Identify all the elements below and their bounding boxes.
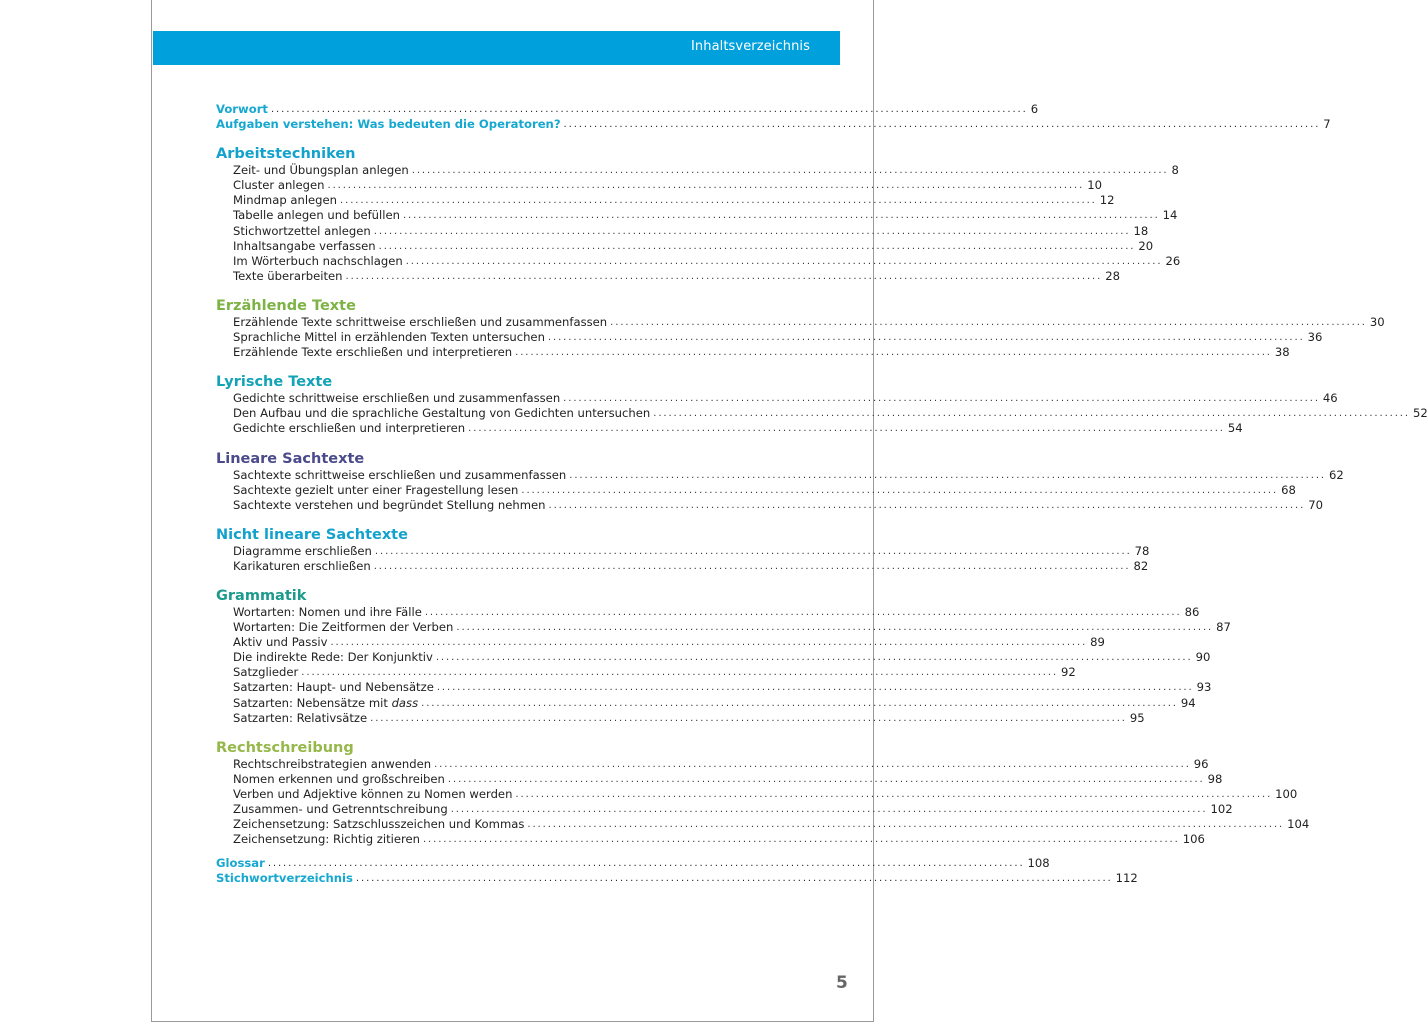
toc-entry[interactable] [216,786,1298,802]
toc-entry-page: 98 [1207,771,1223,786]
toc-entry-page: 94 [1180,695,1196,710]
toc-entry[interactable] [216,314,1385,330]
section-title: Nicht lineare Sachtexte [216,526,408,543]
toc-entry[interactable] [216,771,1223,787]
toc-entry-label: Inhaltsangabe verfassen [233,238,376,253]
toc-entry[interactable] [216,665,1076,680]
leader-dots: ..................................................................................................................................................... [378,240,1136,252]
spacer [216,847,810,856]
toc-entry-label: Nomen erkennen und großschreiben [233,771,445,786]
toc-entry[interactable] [216,635,1105,650]
toc-entry-page: 38 [1274,345,1290,360]
leader-dots: ..................................................................................................................................................... [405,255,1163,267]
toc-entry[interactable] [216,650,1211,665]
leader-dots: ..................................................................................................................................................... [515,347,1272,359]
leader-dots: ..................................................................................................................................................... [563,393,1320,405]
toc-entry[interactable] [216,832,1205,847]
leader-dots: ..................................................................................................................................................... [548,499,1306,511]
toc-entry-label: Zusammen- und Getrenntschreibung [233,802,448,816]
toc-entry-label: Verben und Adjektive können zu Nomen werden [233,786,513,801]
document-page [151,0,1428,1022]
toc-entry-page: 8 [1171,163,1179,178]
leader-dots: ..................................................................................................................................................... [374,545,1132,557]
table-of-contents [216,102,1428,886]
leader-dots: ..................................................................................................................................................... [527,819,1285,831]
toc-sections [216,145,1428,847]
toc-entry-page: 86 [1184,604,1200,619]
toc-entry-page: 90 [1195,650,1211,665]
toc-entry-label: Glossar [216,856,265,871]
toc-entry-page: 95 [1129,710,1145,725]
toc-entry-label: Satzarten: Haupt- und Nebensätze [233,680,434,695]
toc-entry-label: Cluster anlegen [233,178,325,193]
leader-dots: ..................................................................................................................................................... [434,758,1191,770]
toc-entry[interactable] [216,208,1178,223]
section-title: Grammatik [216,587,307,604]
toc-entry-glossar[interactable] [216,856,1050,871]
leader-dots: ..................................................................................................................................................... [345,270,1103,282]
toc-entry-label: Sachtexte gezielt unter einer Fragestellung lesen [233,482,519,497]
toc-entry-page: 89 [1090,635,1105,650]
toc-entry[interactable] [216,193,1115,208]
leader-dots: ..................................................................................................................................................... [340,195,1097,207]
toc-entry-vorwort[interactable] [216,102,1039,117]
leader-dots: ..................................................................................................................................................... [327,180,1085,192]
toc-entry[interactable] [216,406,1428,421]
page-number: 5 [836,973,848,993]
leader-dots: ..................................................................................................................................................... [270,104,1028,115]
leader-dots: ..................................................................................................................................................... [436,682,1194,694]
toc-entry-label: Mindmap anlegen [233,193,338,208]
toc-entry[interactable] [216,345,1290,360]
toc-entry[interactable] [216,253,1181,269]
toc-entry-page: 82 [1133,558,1149,573]
leader-dots: ..................................................................................................................................................... [653,408,1410,420]
toc-entry-label: Zeit- und Übungsplan anlegen [233,163,409,178]
section-title: Rechtschreibung [216,739,354,756]
toc-entry-page: 112 [1115,871,1138,886]
toc-entry-label: Diagramme erschließen [233,543,372,558]
toc-entry[interactable] [216,604,1200,620]
toc-entry-label: Texte überarbeiten [233,268,343,283]
toc-entry[interactable] [216,543,1150,559]
toc-entry[interactable] [216,756,1209,772]
toc-entry-label: Im Wörterbuch nachschlagen [233,253,403,268]
toc-entry-page: 14 [1162,208,1178,223]
leader-dots: ..................................................................................................................................................... [569,469,1326,481]
toc-entry[interactable] [216,695,1196,711]
toc-entry-page: 36 [1307,330,1323,345]
toc-entry[interactable] [216,421,1243,436]
toc-entry-page: 78 [1134,543,1150,558]
leader-dots: ..................................................................................................................................................... [373,225,1131,237]
toc-entry[interactable] [216,817,1310,832]
toc-entry[interactable] [216,330,1323,345]
toc-entry[interactable] [216,802,1233,817]
toc-entry-label: Zeichensetzung: Richtig zitieren [233,832,420,847]
toc-entry-label: Satzarten: Nebensätze mit dass [233,695,419,710]
toc-entry[interactable] [216,223,1149,239]
toc-entry-label: Erzählende Texte schrittweise erschließen und zusammenfassen [233,314,608,329]
toc-entry[interactable] [216,268,1120,284]
leader-dots: ..................................................................................................................................................... [424,606,1182,618]
toc-entry-stichwortverzeichnis[interactable] [216,871,1138,886]
leader-dots: ..................................................................................................................................................... [456,622,1214,634]
toc-entry-page: 100 [1275,786,1298,801]
leader-dots: ..................................................................................................................................................... [610,316,1367,328]
toc-entry-label: Die indirekte Rede: Der Konjunktiv [233,650,433,665]
toc-entry-page: 102 [1210,802,1233,816]
toc-entry-page: 28 [1105,268,1120,283]
toc-entry-page: 26 [1165,253,1181,268]
toc-entry-page: 87 [1216,620,1231,635]
toc-entry-page: 68 [1281,482,1296,497]
toc-entry[interactable] [216,467,1344,483]
leader-dots: ..................................................................................................................................................... [447,773,1205,785]
toc-entry-label: Satzarten: Relativsätze [233,710,368,725]
leader-dots: ..................................................................................................................................................... [468,423,1225,435]
toc-entry-label: Den Aufbau und die sprachliche Gestaltung von Gedichten untersuchen [233,406,651,421]
leader-dots: ..................................................................................................................................................... [435,652,1193,664]
section-title: Lyrische Texte [216,374,333,391]
leader-dots: ..................................................................................................................................................... [547,332,1305,344]
toc-entry-label: Rechtschreibstrategien anwenden [233,756,432,771]
toc-entry-page: 106 [1182,832,1205,847]
toc-entry-page: 96 [1193,756,1209,771]
leader-dots: ..................................................................................................................................................... [450,804,1208,815]
toc-entry[interactable] [216,391,1338,406]
toc-entry-label: Vorwort [216,102,268,116]
toc-entry-page: 70 [1308,497,1323,512]
leader-dots: ..................................................................................................................................................... [563,119,1321,131]
leader-dots: ..................................................................................................................................................... [521,484,1279,496]
toc-entry-label: Wortarten: Nomen und ihre Fälle [233,604,422,619]
header-bar [153,31,840,65]
section-title: Arbeitstechniken [216,146,356,163]
section-title: Erzählende Texte [216,297,356,314]
toc-entry-label: Sachtexte schrittweise erschließen und zusammenfassen [233,467,567,482]
toc-entry[interactable] [216,163,1179,178]
toc-entry-label: Sachtexte verstehen und begründet Stellung nehmen [233,497,546,512]
toc-entry-page: 20 [1138,238,1154,253]
leader-dots: ..................................................................................................................................................... [422,834,1180,846]
toc-entry-label: Stichwortverzeichnis [216,871,353,886]
toc-entry-page: 52 [1412,406,1428,421]
toc-entry-label: Zeichensetzung: Satzschlusszeichen und Kommas [233,817,525,832]
toc-entry-page: 46 [1322,391,1338,406]
toc-entry-page: 12 [1099,193,1115,208]
leader-dots: ..................................................................................................................................................... [330,637,1088,649]
leader-dots: ..................................................................................................................................................... [267,858,1025,870]
toc-entry-label: Wortarten: Die Zeitformen der Verben [233,620,454,635]
toc-entry[interactable] [216,620,1231,635]
toc-entry-label: Aktiv und Passiv [233,635,328,650]
leader-dots: ..................................................................................................................................................... [370,712,1127,724]
toc-entry-label: Gedichte erschließen und interpretieren [233,421,466,436]
toc-entry-label: Karikaturen erschließen [233,558,371,573]
toc-entry-label: Erzählende Texte erschließen und interpretieren [233,345,513,360]
toc-entry-label: Aufgaben verstehen: Was bedeuten die Operatoren? [216,117,561,132]
toc-entry[interactable] [216,680,1212,695]
leader-dots: ..................................................................................................................................................... [355,873,1113,885]
toc-entry-page: 93 [1196,680,1212,695]
toc-entry-page: 108 [1027,856,1050,871]
leader-dots: ..................................................................................................................................................... [301,667,1059,679]
leader-dots: ..................................................................................................................................................... [515,788,1273,800]
toc-entry-page: 30 [1369,314,1385,329]
leader-dots: ..................................................................................................................................................... [411,165,1169,177]
leader-dots: ..................................................................................................................................................... [373,560,1131,572]
toc-entry-label: Stichwortzettel anlegen [233,223,371,238]
toc-entry-label: Sprachliche Mittel in erzählenden Texten untersuchen [233,330,545,345]
toc-entry[interactable] [216,710,1145,726]
toc-entry-page: 18 [1133,223,1149,238]
toc-entry-operatoren[interactable] [216,117,1331,132]
toc-entry[interactable] [216,497,1323,513]
header-title: Inhaltsverzeichnis [690,39,810,54]
toc-entry-page: 104 [1287,817,1310,832]
toc-entry-page: 54 [1227,421,1243,436]
toc-entry[interactable] [216,238,1154,254]
leader-dots: ..................................................................................................................................................... [421,697,1178,709]
toc-entry-label: Satzglieder [233,665,299,680]
toc-entry-label: Tabelle anlegen und befüllen [233,208,400,223]
toc-entry-page: 6 [1030,102,1039,116]
section-title: Lineare Sachtexte [216,450,365,467]
toc-entry[interactable] [216,178,1102,193]
toc-entry-page: 7 [1323,117,1331,132]
toc-entry-page: 10 [1087,178,1102,193]
toc-entry[interactable] [216,558,1149,574]
toc-entry-label: Gedichte schrittweise erschließen und zusammenfassen [233,391,561,406]
toc-entry[interactable] [216,482,1296,498]
toc-entry-page: 62 [1329,467,1344,482]
toc-entry-page: 92 [1061,665,1076,680]
leader-dots: ..................................................................................................................................................... [402,210,1160,222]
